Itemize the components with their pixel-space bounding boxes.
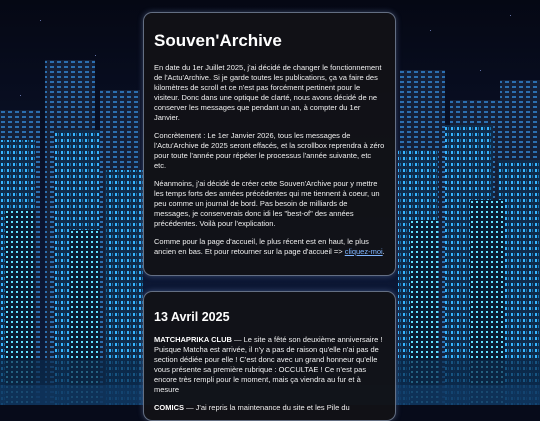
entry-panel xyxy=(143,291,396,421)
entry-item-label: MATCHAPRIKA CLUB xyxy=(154,335,232,344)
entry-item xyxy=(154,335,385,395)
entry-item-text: — J'ai repris la maintenance du site et les Pile du xyxy=(184,403,350,412)
intro-paragraph-3: Néanmoins, j'ai décidé de créer cette Souven'Archive pour y mettre les temps forts des années précédentes qui me tiennent à coeur, un peu comme un journal de bord. Pas besoin de milliards de messages, je conserverais donc idi les "best-of" des années précédentes. Voilà pour l'explication. xyxy=(154,179,380,228)
entry-date: 13 Avril 2025 xyxy=(154,310,230,324)
entry-item-label: COMICS xyxy=(154,403,184,412)
home-link[interactable]: cliquez-moi xyxy=(344,247,383,256)
intro-paragraph-1: En date du 1er Juillet 2025, j'ai décidé de changer le fonctionnement de l'Actu'Archive. Si je garde toutes les publications, ça va faire des kilomètres de scroll et ce n'est pas forcément pertinent pour le visiteur. Donc dans une optique de clarté, nous avons décidé de ne conserver les messages que pendant un an, à compter du 1er Janvier. xyxy=(154,63,382,122)
intro-paragraph-2: Concrètement : Le 1er Janvier 2026, tous les messages de l'Actu'Archive de 2025 seront effacés, et la scrollbox reprendra à zéro pour toute l'année pour répéter le processus l'année suivante, etc etc. xyxy=(154,131,385,170)
intro-panel xyxy=(143,12,396,276)
entry-item-text: — Le site a fêté son deuxième anniversaire ! Puisque Matcha est arrivée, il n'y a pas de raison qu'elle n'ai pas de section dédiée pour elle ! C'est donc avec un grand honneur qu'elle vous présente sa première rubrique : OCCULTAE ! Ce n'est pas encore très rempli pour le moment, mais ça viendra au fur et à mesure xyxy=(154,335,383,394)
intro-paragraph-4-end: . xyxy=(382,247,385,256)
intro-paragraph-4-text: Comme pour la page d'accueil, le plus récent est en haut, le plus ancien en bas. Et pour retourner sur la page d'accueil => xyxy=(154,237,369,256)
page-title: Souven'Archive xyxy=(154,31,282,50)
intro-paragraph-4 xyxy=(154,237,385,257)
